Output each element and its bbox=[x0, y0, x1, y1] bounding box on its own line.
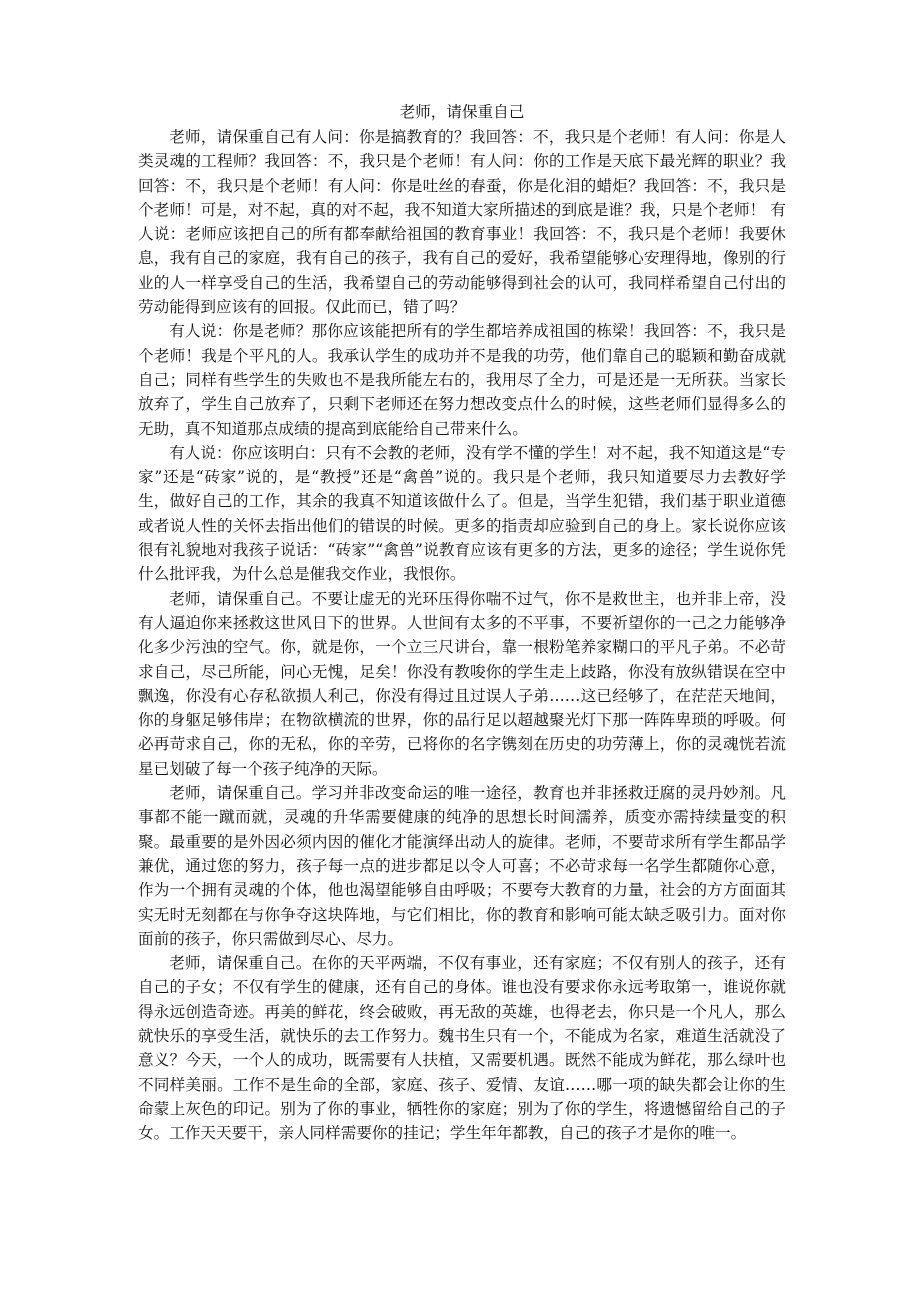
paragraph-1: 老师，请保重自己有人问：你是搞教育的？我回答：不，我只是个老师！有人问：你是人类灵魂的工程师？我回答：不，我只是个老师！有人问：你的工作是天底下最光辉的职业？我回答：不，我只是个老师！有人问：你是吐丝的春蚕，你是化泪的蜡炬？我回答：不，我只是个老师！可是，对不起，真的对不起，我不知道大家所描述的到底是谁？我，只是个老师！ 有人说：老师应该把自己的所有都奉献给祖国的教育事业！我回答：不，我只是个老师！我要休息，我有自己的家庭，我有自己的孩子，我有自己的爱好，我希望能够心安理得地，像别的行业的人一样享受自己的生活，我希望自己的劳动能够得到社会的认可，我同样希望自己付出的劳动能得到应该有的回报。仅此而已，错了吗？ bbox=[138, 128, 786, 317]
paragraph-4: 老师，请保重自己。不要让虚无的光环压得你喘不过气，你不是救世主，也并非上帝，没有人逼迫你来拯救这世风日下的世界。人世间有太多的不平事，不要祈望你的一己之力能够净化多少污浊的空气。你，就是你，一个立三尺讲台，靠一根粉笔养家糊口的平凡子弟。不必苛求自己，尽己所能，问心无愧，足矣！你没有教唆你的学生走上歧路，你没有放纵错误在空中飘逸，你没有心存私欲损人利己，你没有得过且过误人子弟……这已经够了，在茫茫天地间，你的身躯足够伟岸；在物欲横流的世界，你的品行足以超越聚光灯下那一阵阵卑琐的呼吸。何必再苛求自己，你的无私，你的辛劳，已将你的名字镌刻在历史的功劳薄上，你的灵魂恍若流星已划破了每一个孩子纯净的天际。 bbox=[138, 589, 786, 778]
paragraph-3: 有人说：你应该明白：只有不会教的老师，没有学不懂的学生！对不起，我不知道这是“专家”还是“砖家”说的，是“教授”还是“禽兽”说的。我只是个老师，我只知道要尽力去教好学生，做好自己的工作，其余的我真不知道该做什么了。但是，当学生犯错，我们基于职业道德或者说人性的关怀去指出他们的错误的时候。更多的指责却应验到自己的身上。家长说你应该很有礼貌地对我孩子说话：“砖家”“禽兽”说教育应该有更多的方法，更多的途径；学生说你凭什么批评我，为什么总是催我交作业，我恨你。 bbox=[138, 443, 786, 584]
paragraph-2: 有人说：你是老师？那你应该能把所有的学生都培养成祖国的栋梁！我回答：不，我只是个老师！我是个平凡的人。我承认学生的成功并不是我的功劳，他们靠自己的聪颖和勤奋成就自己；同样有些学生的失败也不是我所能左右的，我用尽了全力，可是还是一无所获。当家长放弃了，学生自己放弃了，只剩下老师还在努力想改变点什么的时候，这些老师们显得多么的无助，真不知道那点成绩的提高到底能给自己带来什么。 bbox=[138, 322, 786, 438]
document-page bbox=[138, 100, 786, 1145]
paragraph-6: 老师，请保重自己。在你的天平两端，不仅有事业，还有家庭；不仅有别人的孩子，还有自己的子女；不仅有学生的健康，还有自己的身体。谁也没有要求你永远考取第一，谁说你就得永远创造奇迹。再美的鲜花，终会破败，再无敌的英雄，也得老去，你只是一个凡人，那么就快乐的享受生活，就快乐的去工作努力。魏书生只有一个，不能成为名家，难道生活就没了意义？今天，一个人的成功，既需要有人扶植，又需要机遇。既然不能成为鲜花，那么绿叶也不同样美丽。工作不是生命的全部，家庭、孩子、爱情、友谊……哪一项的缺失都会让你的生命蒙上灰色的印记。别为了你的事业，牺牲你的家庭；别为了你的学生，将遗憾留给自己的子女。工作天天要干，亲人同样需要你的挂记；学生年年都教，自己的孩子才是你的唯一。 bbox=[138, 954, 786, 1143]
paragraph-5: 老师，请保重自己。学习并非改变命运的唯一途径，教育也并非拯救迂腐的灵丹妙剂。凡事都不能一蹴而就，灵魂的升华需要健康的纯净的思想长时间濡养，质变亦需持续量变的积聚。最重要的是外因必须内因的催化才能演绎出动人的旋律。老师，不要苛求所有学生都品学兼优，通过您的努力，孩子每一点的进步都足以令人可喜；不必苛求每一名学生都随你心意，作为一个拥有灵魂的个体，他也渴望能够自由呼吸；不要夸大教育的力量，社会的方方面面其实无时无刻都在与你争夺这块阵地，与它们相比，你的教育和影响可能太缺乏吸引力。面对你面前的孩子，你只需做到尽心、尽力。 bbox=[138, 784, 786, 948]
document-title: 老师，请保重自己 bbox=[399, 103, 525, 121]
